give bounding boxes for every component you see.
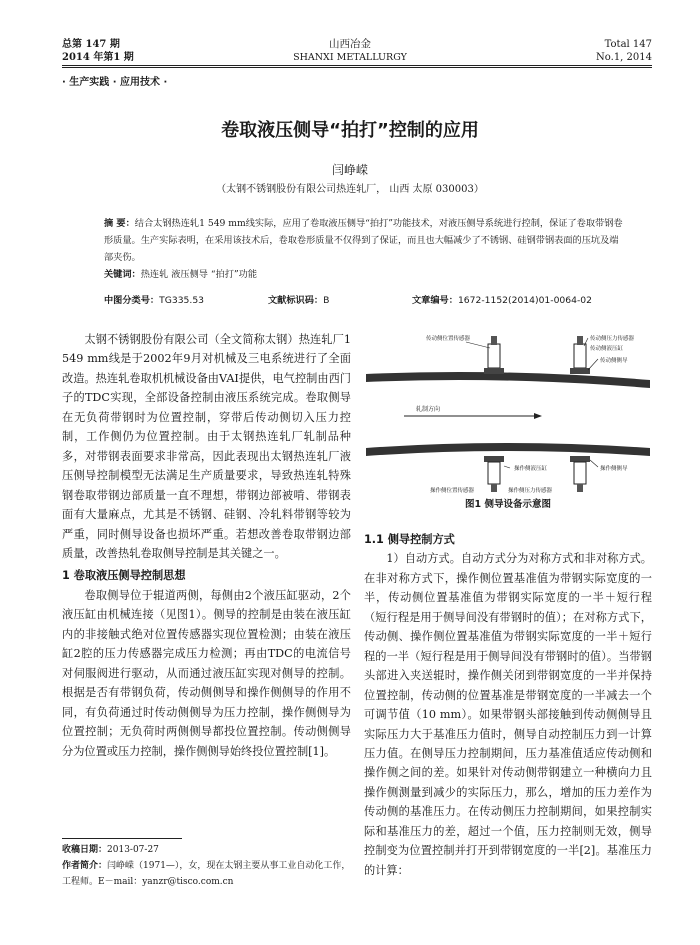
label-drive-pressure-sensor: 传动侧压力传感器 <box>590 336 635 342</box>
label-drive-guide: 传动侧侧导 <box>600 358 628 364</box>
author-bio-label: 作者简介： <box>62 861 108 871</box>
header-total-en: Total 147 <box>604 39 652 50</box>
doccode-label: 文献标识码： <box>268 295 324 306</box>
article-author: 闫峥嵘 <box>331 163 368 177</box>
paragraph: 1）自动方式。自动方式分为对称方式和非对称方式。在非对称方式下，操作侧位置基准值为带钢实际宽度的一半，传动侧位置基准值为带钢实际宽度的一半＋短行程（短行程是用于侧导间没有带钢时的值）；在对称方式下，传动侧、操作侧位置基准值为带钢实际宽度的一半＋短行程的一半（短行程是用于侧导间没有带钢时的值）。当带钢头部进入夹送辊时，操作侧关闭到带钢宽度的一半并保持位置控制，传动侧的位置基准是带钢宽度的一半减去一个可调节值（10 mm）。如果带钢头部接触到传动侧侧导且实际压力大于基准压力值时，侧导自动控制压力到一计算压力值。在侧导压力控制期间，压力基准值适应传动侧和操作侧之间的差。如果针对传动侧带钢建立一种横向力且操作侧测量到减少的实际压力，那么，增加的压力差作为传动侧的基准压力。在传动侧压力控制期间，如果控制实际和基准压力的差，超过一个值，压力控制则无效，侧导控制变为位置控制并打开到带钢宽度的一半[2]。基准压力的计算： <box>364 552 652 877</box>
drive-cylinder-right <box>570 336 590 374</box>
side-guide-diagram <box>364 330 652 510</box>
footnote-rule <box>62 838 182 839</box>
clc-label: 中图分类号： <box>104 295 160 306</box>
clc-code <box>104 292 204 306</box>
header-rule <box>62 65 652 66</box>
upper-strip <box>366 372 650 388</box>
label-operator-cylinder: 操作侧液压缸 <box>514 466 548 472</box>
section-heading-1-1: 1.1 侧导控制方式 <box>364 533 455 546</box>
received-date: 2013-07-27 <box>107 845 159 855</box>
footnote <box>62 842 351 890</box>
drive-cylinder-left <box>484 336 504 374</box>
operator-cylinder-right <box>570 456 590 492</box>
right-column <box>364 530 652 880</box>
received-label: 收稿日期： <box>62 845 108 855</box>
label-operator-position-sensor: 操作侧位置传感器 <box>430 488 475 494</box>
abstract <box>104 215 624 283</box>
paragraph: 卷取侧导位于辊道两侧，每侧由2个液压缸驱动，2个液压缸由机械连接（见图1）。侧导的控制是由装在液压缸内的非接触式绝对位置传感器实现位置检测；由装在液压缸2腔的压力传感器完成压力检测；再由TDC的电流信号对伺服阀进行驱动，从而通过液压缸实现对侧导的控制。根据是否有带钢负荷，传动侧侧导和操作侧侧导的作用不同，有负荷通过时传动侧侧导为压力控制，操作侧侧导为位置控制；无负荷时两侧侧导都投位置控制。传动侧侧导分为位置或压力控制，操作侧侧导始终投位置控制[1]。 <box>62 588 351 758</box>
doccode-value: B <box>323 295 330 306</box>
header-issue-total: 总第 147 期 <box>62 39 120 50</box>
article-title: 卷取液压侧导“拍打”控制的应用 <box>221 120 479 141</box>
operator-cylinder-left <box>484 456 504 492</box>
clc-value: TG335.53 <box>159 295 205 306</box>
keywords: 热连轧 液压侧导 “拍打”功能 <box>140 269 258 280</box>
header-number-en: No.1, 2014 <box>596 52 652 63</box>
header-issue-year: 2014 年第1 期 <box>62 52 134 63</box>
article-no-label: 文章编号： <box>412 295 458 306</box>
rolling-direction-arrow-icon <box>534 413 542 419</box>
label-operator-guide: 操作侧侧导 <box>600 466 628 472</box>
lower-strip <box>366 443 650 456</box>
header-rule-2 <box>62 67 652 68</box>
label-drive-cylinder: 传动侧液压缸 <box>590 346 624 352</box>
abstract-text: 结合太钢热连轧1 549 mm线实际，应用了卷取液压侧导“拍打”功能技术，对液压侧导系统进行控制，保证了卷取带钢卷形质量。生产实际表明，在采用该技术后，卷取卷形质量不仅得到了保证，而且也大幅减少了不锈钢、硅钢带钢表面的压坑及端部夹伤。 <box>104 218 623 263</box>
section-tag: · 生产实践 · 应用技术 · <box>62 77 168 88</box>
label-drive-position-sensor: 传动侧位置传感器 <box>426 336 471 342</box>
author-bio: 闫峥嵘（1971—），女，现在太钢主要从事工业自动化工作，工程师。E－mail：yanzr@tisco.com.cn <box>62 861 351 887</box>
article-number <box>412 292 592 306</box>
left-column <box>62 330 351 761</box>
document-code <box>268 292 329 306</box>
paragraph: 太钢不锈钢股份有限公司（全文简称太钢）热连轧厂1 549 mm线是于2002年9月对机械及三电系统进行了全面改造。热连轧卷取机机械设备由VAI提供，电气控制由西门子的TDC实现，全部设备控制由液压系统完成。卷取侧导在无负荷带钢时为位置控制，穿带后传动侧切入压力控制，工作侧仍为位置控制。由于太钢热连轧厂轧制品种多，对带钢表面要求非常高，因此表现出太钢热连轧厂液压侧导控制模型无法满足生产质量要求，导致热连轧特殊钢卷取带钢边部质量一直不理想，带钢边部被啃、带钢表面有大量麻点，尤其是不锈钢、硅钢、冷轧料带钢等较为严重，同时侧导设备也损坏严重。若想改善卷取带钢边部质量，改善热轧卷取侧导控制是其关键之一。 <box>62 333 351 560</box>
label-direction: 轧制方向 <box>416 406 441 413</box>
header-journal-en: SHANXI METALLURGY <box>293 52 407 63</box>
abstract-label: 摘 要： <box>104 218 135 229</box>
keywords-label: 关键词： <box>104 269 141 280</box>
figure-1 <box>364 330 652 530</box>
figure-caption: 图1 侧导设备示意图 <box>465 499 551 510</box>
article-affiliation: （太钢不锈钢股份有限公司热连轧厂， 山西 太原 030003） <box>216 184 484 195</box>
article-no-value: 1672-1152(2014)01-0064-02 <box>457 295 592 306</box>
section-heading-1: 1 卷取液压侧导控制思想 <box>62 569 186 583</box>
header-journal-cn: 山西冶金 <box>329 38 371 50</box>
label-operator-pressure-sensor: 操作侧压力传感器 <box>508 488 553 494</box>
